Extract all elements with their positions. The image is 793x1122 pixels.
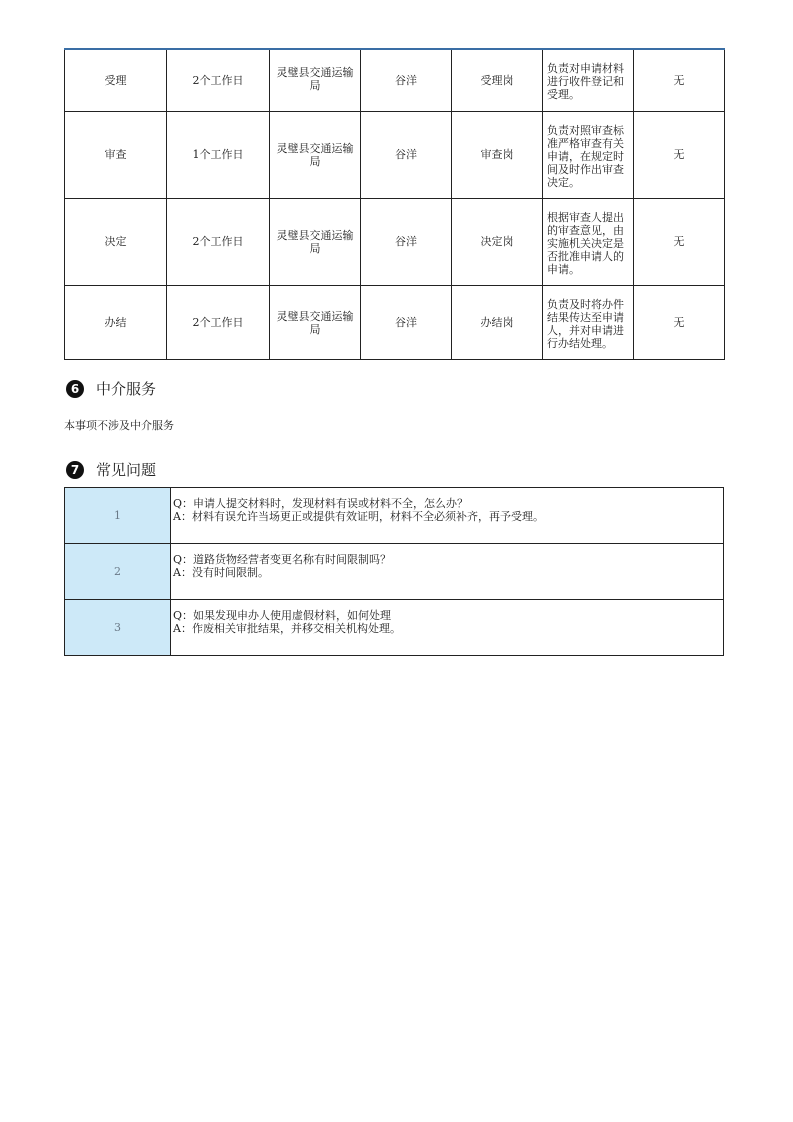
process-table [64, 48, 725, 360]
person-cell: 谷洋 [361, 111, 452, 198]
duty-cell: 负责对申请材料进行收件登记和受理。 [543, 49, 634, 111]
table-row [65, 198, 725, 285]
table-row [65, 49, 725, 111]
extra-cell: 无 [634, 285, 725, 359]
table-row [65, 285, 725, 359]
step-cell: 审查 [65, 111, 167, 198]
post-cell: 审查岗 [452, 111, 543, 198]
extra-cell: 无 [634, 111, 725, 198]
section-number-badge: 7 [66, 461, 84, 479]
org-cell: 灵璧县交通运输局 [270, 49, 361, 111]
extra-cell: 无 [634, 49, 725, 111]
faq-answer: A：作废相关审批结果，并移交相关机构处理。 [173, 622, 401, 635]
time-cell: 1个工作日 [167, 111, 270, 198]
faq-index: 1 [65, 488, 171, 544]
org-cell: 灵璧县交通运输局 [270, 285, 361, 359]
table-row [65, 111, 725, 198]
faq-qa [171, 488, 724, 544]
org-cell: 灵璧县交通运输局 [270, 111, 361, 198]
faq-index: 3 [65, 600, 171, 656]
section-faq-header [66, 459, 156, 480]
step-cell: 决定 [65, 198, 167, 285]
time-cell: 2个工作日 [167, 285, 270, 359]
faq-question: Q：申请人提交材料时，发现材料有误或材料不全，怎么办？ [173, 497, 469, 510]
org-cell: 灵璧县交通运输局 [270, 198, 361, 285]
section-title: 常见问题 [96, 461, 157, 479]
step-cell: 受理 [65, 49, 167, 111]
person-cell: 谷洋 [361, 285, 452, 359]
duty-cell: 负责及时将办件结果传达至申请人，并对申请进行办结处理。 [543, 285, 634, 359]
faq-answer: A：没有时间限制。 [173, 566, 269, 579]
section-intermediary-header [66, 378, 156, 399]
person-cell: 谷洋 [361, 198, 452, 285]
faq-question: Q：道路货物经营者变更名称有时间限制吗？ [173, 553, 392, 566]
faq-table [64, 487, 724, 656]
section-title: 中介服务 [96, 380, 157, 398]
faq-row [65, 488, 724, 544]
time-cell: 2个工作日 [167, 198, 270, 285]
faq-qa [171, 600, 724, 656]
duty-cell: 根据审查人提出的审查意见，由实施机关决定是否批准申请人的申请。 [543, 198, 634, 285]
faq-row [65, 600, 724, 656]
post-cell: 办结岗 [452, 285, 543, 359]
intermediary-note: 本事项不涉及中介服务 [64, 419, 174, 432]
duty-cell: 负责对照审查标准严格审查有关申请，在规定时间及时作出审查决定。 [543, 111, 634, 198]
faq-row [65, 544, 724, 600]
step-cell: 办结 [65, 285, 167, 359]
faq-qa [171, 544, 724, 600]
post-cell: 受理岗 [452, 49, 543, 111]
person-cell: 谷洋 [361, 49, 452, 111]
section-number-badge: 6 [66, 380, 84, 398]
time-cell: 2个工作日 [167, 49, 270, 111]
post-cell: 决定岗 [452, 198, 543, 285]
extra-cell: 无 [634, 198, 725, 285]
faq-answer: A：材料有误允许当场更正或提供有效证明，材料不全必须补齐，再予受理。 [173, 510, 544, 523]
faq-index: 2 [65, 544, 171, 600]
faq-question: Q：如果发现申办人使用虚假材料，如何处理 [173, 609, 392, 622]
